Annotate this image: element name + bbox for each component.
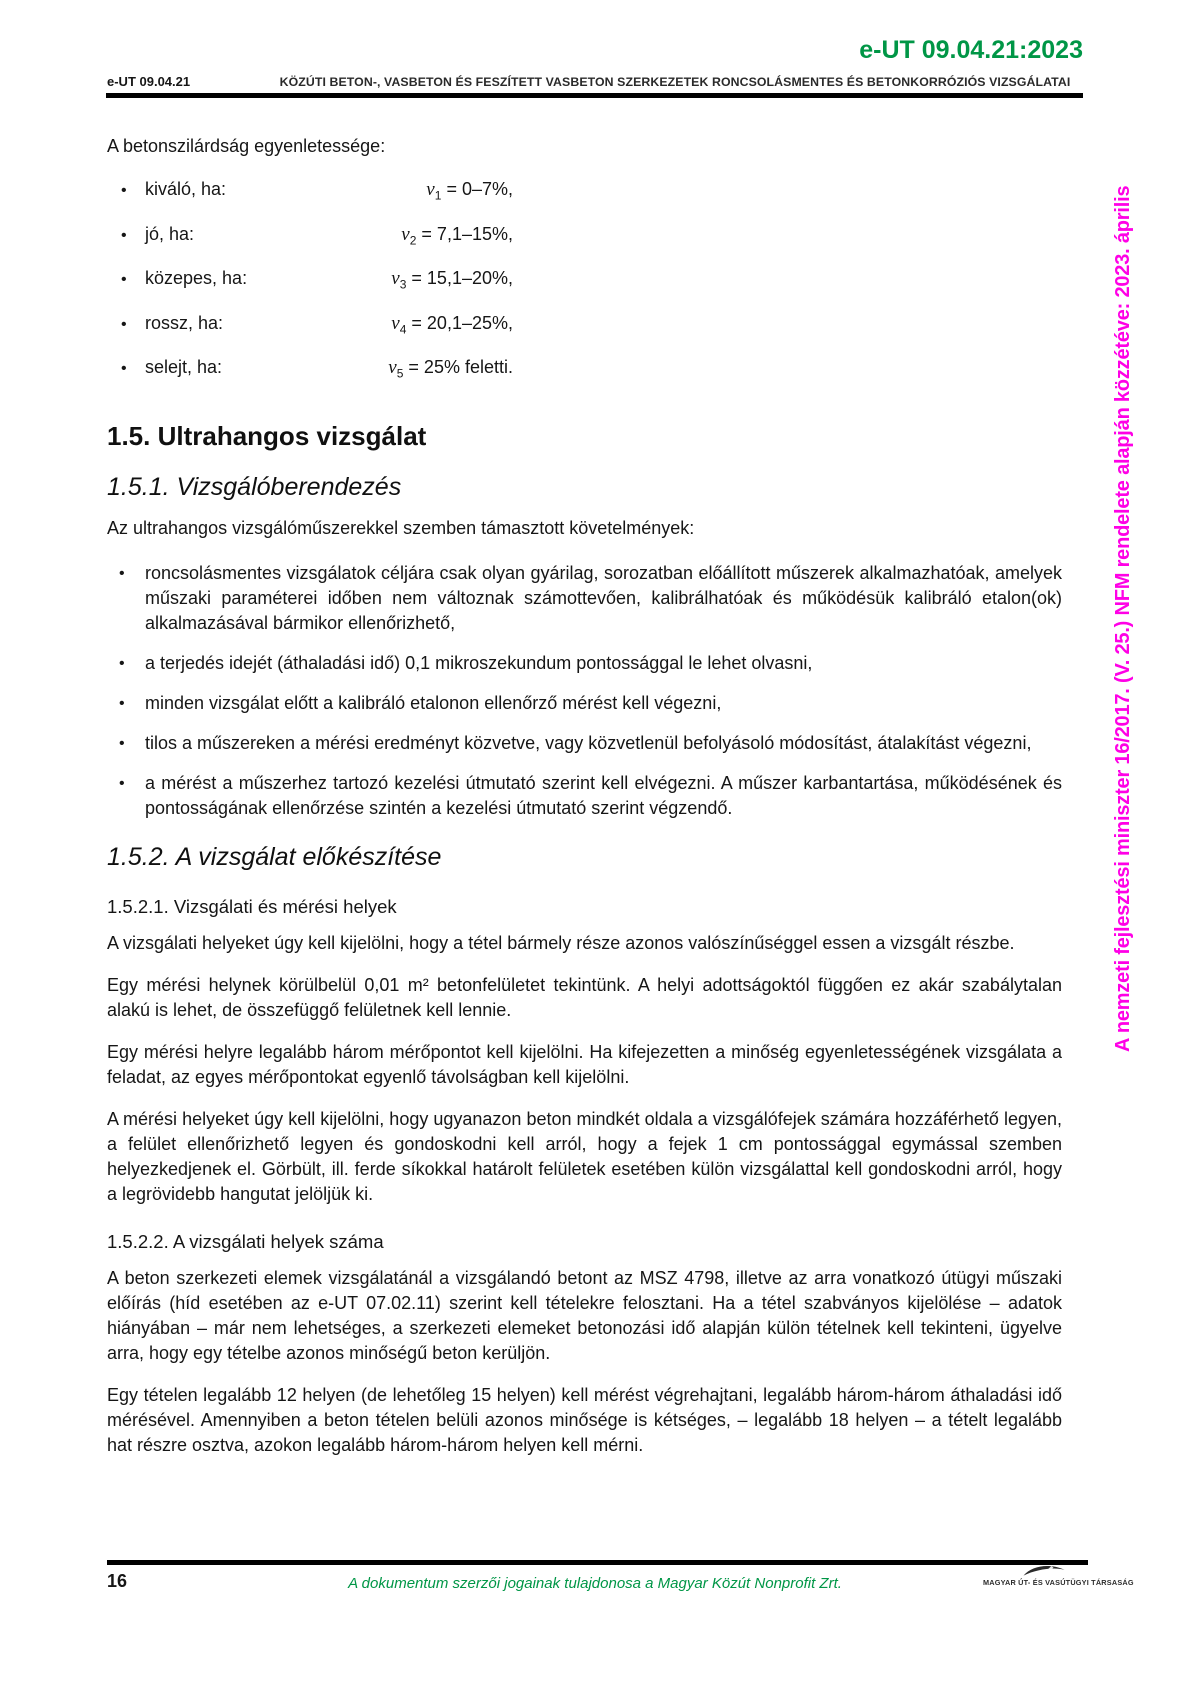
page-number: 16: [107, 1571, 128, 1591]
class-value: = 0–7%,: [446, 179, 513, 199]
requirement-text: tilos a műszereken a mérési eredményt közvetve, vagy közvetlenül befolyásoló módosítást, átalakítást végezni,: [145, 732, 1032, 753]
class-formula: [426, 177, 513, 209]
bullet-icon: •: [119, 734, 125, 752]
list-item: [121, 266, 513, 298]
list-item: [121, 355, 513, 387]
section-1-5-title: 1.5. Ultrahangos vizsgálat: [107, 420, 427, 451]
section-1-5-2-2-title: 1.5.2.2. A vizsgálati helyek száma: [107, 1230, 384, 1252]
bullet-icon: •: [119, 564, 125, 582]
class-formula: [391, 266, 513, 298]
association-logo: [983, 1563, 1134, 1587]
list-item: [121, 177, 513, 209]
paragraph: A mérési helyeket úgy kell kijelölni, hogy ugyanazon beton mindkét oldala a vizsgálófejek számára hozzáférhető legyen, a felület ellenőrizhető legyen és gondoskodni kell arról, hogy a fejek 1 cm pontossággal egymással szemben helyezkedjenek el. Görbült, ill. ferde síkokkal határolt felületek esetében külön vizsgálattal kell gondoskodni arról, hogy a legrövidebb hangutat jelöljük ki.: [107, 1108, 1062, 1204]
variable-subscript: 5: [396, 366, 404, 381]
footer-copyright: A dokumentum szerzői jogainak tulajdonosa a Magyar Közút Nonprofit Zrt.: [348, 1575, 842, 1592]
paragraph: A beton szerkezeti elemek vizsgálatánál a vizsgálandó betont az MSZ 4798, illetve az arra vonatkozó útügyi műszaki előírás (híd esetében az e-UT 07.02.11) szerint kell tételekre felosztani. Ha a tétel szabványos kijelölése – adatok hiányában – már nem lehetséges, a szerkezeti elemeket betonozási idő alapján külön tételnek kell tekinteni, ügyelve arra, hogy egy tételbe azonos minőségű beton kerüljön.: [107, 1267, 1062, 1363]
bullet-icon: •: [121, 182, 127, 199]
class-value: = 20,1–25%,: [411, 312, 513, 333]
section-1-5-1-lead: Az ultrahangos vizsgálóműszerekkel szemben támasztott követelmények:: [107, 517, 695, 538]
bullet-icon: •: [121, 315, 127, 333]
class-label: selejt, ha:: [145, 357, 223, 378]
variable-subscript: 1: [434, 188, 442, 203]
section-1-5-1-title: 1.5.1. Vizsgálóberendezés: [107, 472, 402, 501]
variable-symbol: v: [388, 357, 397, 379]
bullet-icon: •: [121, 226, 127, 244]
class-formula: [391, 311, 513, 343]
variable-symbol: v: [401, 223, 410, 245]
class-label: közepes, ha:: [145, 268, 248, 289]
class-value: = 25% feletti.: [408, 357, 513, 378]
variable-symbol: v: [391, 312, 400, 334]
uniformity-intro: A betonszilárdság egyenletessége:: [107, 136, 386, 156]
list-item: [107, 561, 1062, 636]
header-doc-title: KÖZÚTI BETON-, VASBETON ÉS FESZÍTETT VASBETON SZERKEZETEK RONCSOLÁSMENTES ÉS BETONKORRÓZIÓS VIZSGÁLATAI: [279, 75, 1071, 89]
class-value: = 15,1–20%,: [411, 268, 513, 289]
bullet-icon: •: [119, 654, 125, 672]
variable-symbol: v: [426, 179, 435, 200]
header-doc-code: e-UT 09.04.21: [107, 74, 191, 89]
bullet-icon: •: [119, 774, 125, 792]
class-value: = 7,1–15%,: [421, 223, 513, 244]
swoosh-logo-icon: [1022, 1563, 1066, 1578]
list-item: [121, 311, 513, 343]
variable-subscript: 4: [399, 322, 407, 337]
footer-rule: [107, 1560, 1088, 1565]
paragraph: A vizsgálati helyeket úgy kell kijelölni, hogy a tétel bármely része azonos valószínűséggel essen a vizsgált részbe.: [107, 932, 1015, 953]
uniformity-class-list: [107, 177, 1062, 387]
class-label: jó, ha:: [145, 223, 195, 244]
section-1-5-2-title: 1.5.2. A vizsgálat előkészítése: [107, 842, 442, 871]
class-formula: [401, 222, 513, 254]
paragraph: Egy tételen legalább 12 helyen (de lehetőleg 15 helyen) kell mérést végrehajtani, legalább három-három áthaladási idő mérésével. Amennyiben a beton tételen belüli azonos minősége is kétséges, – legalább 18 helyen – a tételt legalább hat részre osztva, azokon legalább három-három helyen kell mérni.: [107, 1384, 1062, 1455]
requirement-text: a terjedés idejét (áthaladási idő) 0,1 mikroszekundum pontossággal le lehet olvasni,: [145, 652, 813, 673]
variable-subscript: 3: [399, 277, 407, 292]
side-publication-note: A nemzeti fejlesztési miniszter 16/2017. (V. 25.) NFM rendelete alapján közzétéve: 2023. április: [1112, 185, 1134, 1052]
main-content: [107, 128, 1062, 1475]
header-rule: [106, 93, 1083, 98]
association-name: MAGYAR ÚT- ÉS VASÚTÜGYI TÁRSASÁG: [983, 1578, 1134, 1587]
list-item: [121, 222, 513, 254]
class-label: rossz, ha:: [145, 312, 224, 333]
paragraph: Egy mérési helyre legalább három mérőpontot kell kijelölni. Ha kifejezetten a minőség egyenletességének vizsgálata a feladat, az egyes mérőpontokat egyenlő távolságban kell kijelölni.: [107, 1041, 1062, 1087]
bullet-icon: •: [121, 271, 127, 289]
list-item: [107, 691, 1062, 716]
paragraph: Egy mérési helynek körülbelül 0,01 m² betonfelületet tekintünk. A helyi adottságoktól függően ez akár szabálytalan alakú is lehet, de összefüggő felületnek kell lennie.: [107, 974, 1062, 1020]
class-label: kiváló, ha:: [145, 179, 227, 199]
bullet-icon: •: [119, 694, 125, 712]
requirement-text: minden vizsgálat előtt a kalibráló etalonon ellenőrző mérést kell végezni,: [145, 692, 722, 713]
variable-subscript: 2: [409, 233, 417, 248]
variable-symbol: v: [391, 268, 400, 290]
requirement-text: a mérést a műszerhez tartozó kezelési útmutató szerint kell elvégezni. A műszer karbantartása, működésének és pontosságának ellenőrzése szintén a kezelési útmutató szerint végzendő.: [145, 772, 1062, 818]
doc-code-year: e-UT 09.04.21:2023: [859, 36, 1083, 64]
list-item: [107, 771, 1062, 821]
section-1-5-2-1-title: 1.5.2.1. Vizsgálati és mérési helyek: [107, 895, 397, 917]
bullet-icon: •: [121, 360, 127, 378]
requirement-text: roncsolásmentes vizsgálatok céljára csak olyan gyárilag, sorozatban előállított műszerek alkalmazhatóak, amelyek műszaki paraméterei időben nem változnak számottevően, kalibrálhatóak és működésük kalibráló etalon(ok) alkalmazásával bármikor ellenőrizhető,: [145, 562, 1062, 633]
list-item: [107, 731, 1062, 756]
class-formula: [388, 355, 513, 387]
requirements-list: [107, 561, 1062, 821]
page-header: [107, 74, 1083, 89]
list-item: [107, 651, 1062, 676]
